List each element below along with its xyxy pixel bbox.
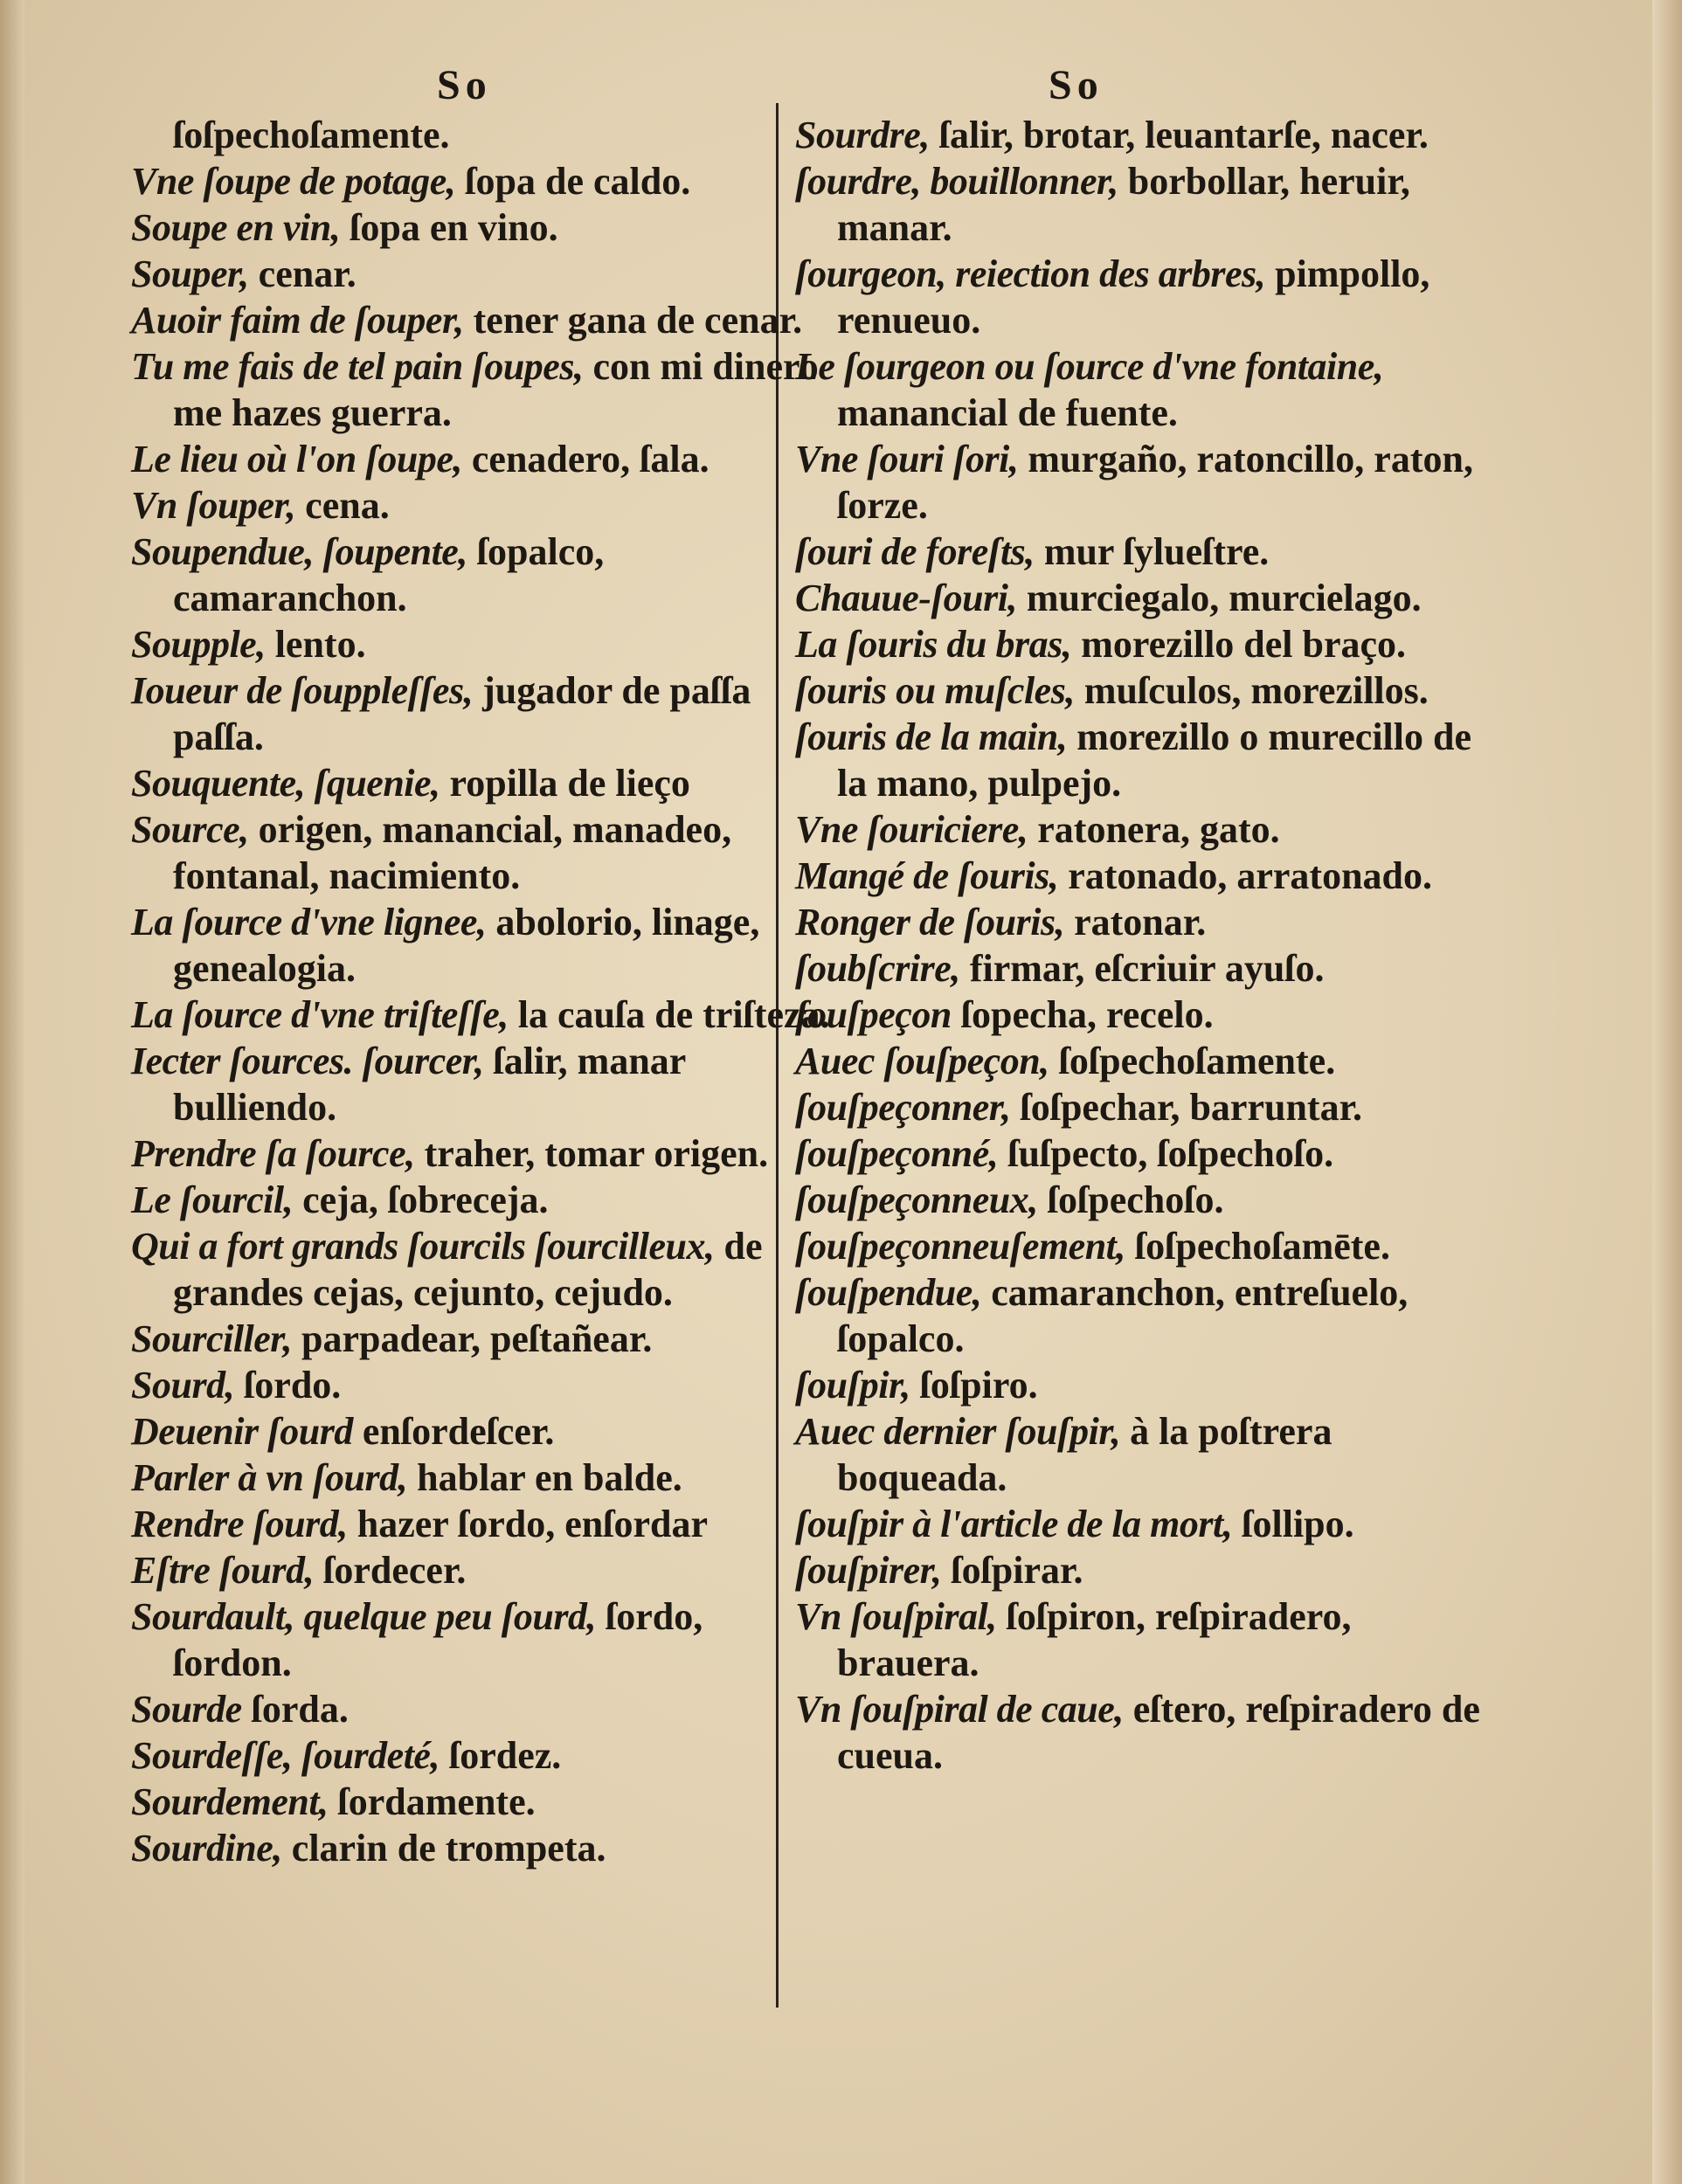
dictionary-entry: [795, 621, 1494, 667]
french-headword: Ronger de ſouris,: [795, 901, 1065, 943]
french-headword: Chauue-ſouri,: [795, 577, 1017, 619]
spanish-gloss: ratonado, arratonado.: [1058, 854, 1433, 897]
dictionary-entry: [131, 1177, 830, 1223]
french-headword: ſouſpirer,: [795, 1549, 942, 1592]
french-headword: ſouſpendue,: [795, 1271, 982, 1314]
spanish-gloss: ſopa de caldo.: [455, 160, 691, 203]
spanish-gloss: ſollipo.: [1232, 1503, 1354, 1545]
dictionary-entry: [131, 1362, 830, 1408]
dictionary-entry: [131, 806, 830, 899]
french-headword: Auoir faim de ſouper,: [131, 299, 464, 342]
dictionary-entry: [795, 992, 1494, 1038]
french-headword: Sourde: [131, 1688, 242, 1731]
spanish-gloss: clarin de trompeta.: [281, 1827, 606, 1870]
dictionary-entry: [795, 1501, 1494, 1547]
spanish-gloss: de grandes cejas, cejunto, cejudo.: [173, 1225, 763, 1314]
french-headword: Sourdault, quelque peu ſourd,: [131, 1595, 596, 1638]
french-headword: ſouſpeçonné,: [795, 1132, 999, 1175]
french-headword: Le ſourcil,: [131, 1178, 294, 1221]
spanish-gloss: pimpollo, renueuo.: [837, 252, 1430, 342]
french-headword: Soupendue, ſoupente,: [131, 530, 467, 573]
spanish-gloss: ſoſpechoſamente.: [173, 114, 450, 156]
dictionary-entry: [131, 1825, 830, 1871]
french-headword: Mangé de ſouris,: [795, 854, 1059, 897]
dictionary-entry: [795, 1362, 1494, 1408]
french-headword: Tu me fais de tel pain ſoupes,: [131, 345, 584, 388]
french-headword: Auec dernier ſouſpir,: [795, 1410, 1121, 1453]
dictionary-entry: [131, 1779, 830, 1825]
spanish-gloss: parpadear, peſtañear.: [292, 1317, 653, 1360]
french-headword: ſourgeon, reiection des arbres,: [795, 252, 1266, 295]
french-headword: Deuenir ſourd: [131, 1410, 353, 1453]
dictionary-entry: [795, 667, 1494, 714]
spanish-gloss: con mi dinero me hazes guerra.: [173, 345, 819, 434]
dictionary-entry: [131, 1408, 830, 1455]
french-headword: Vn ſouper,: [131, 484, 296, 527]
spanish-gloss: cenadero, ſala.: [461, 438, 709, 480]
dictionary-entry: [131, 992, 830, 1038]
spanish-gloss: borbollar, heruir, manar.: [837, 160, 1410, 249]
dictionary-column-right: [795, 112, 1494, 1779]
french-headword: La ſource d'vne lignee,: [131, 901, 487, 943]
spanish-gloss: ſoſpiron, reſpiradero, brauera.: [837, 1595, 1352, 1684]
dictionary-entry: [795, 575, 1494, 621]
french-headword: ſouſpeçonneux,: [795, 1178, 1038, 1221]
dictionary-entry: [131, 1316, 830, 1362]
french-headword: Souquente, ſquenie,: [131, 762, 440, 805]
spanish-gloss: hazer ſordo, enſordar: [347, 1503, 708, 1545]
dictionary-entry: [131, 621, 830, 667]
spanish-gloss: ſopalco, camaranchon.: [173, 530, 605, 619]
spanish-gloss: manancial de fuente.: [837, 391, 1178, 434]
dictionary-entry: [131, 158, 830, 204]
spanish-gloss: traher, tomar origen.: [414, 1132, 769, 1175]
french-headword: ſouſpir à l'article de la mort,: [795, 1503, 1233, 1545]
french-headword: Vn ſouſpiral de caue,: [795, 1688, 1124, 1731]
french-headword: Vne ſoupe de potage,: [131, 160, 456, 203]
running-header-right: So: [1049, 62, 1104, 108]
french-headword: Qui a fort grands ſourcils ſourcilleux,: [131, 1225, 715, 1268]
french-headword: Prendre ſa ſource,: [131, 1132, 415, 1175]
dictionary-entry: [795, 1686, 1494, 1779]
dictionary-entry: [795, 853, 1494, 899]
spanish-gloss: eſtero, reſpiradero de cueua.: [837, 1688, 1480, 1777]
spanish-gloss: mur ſylueſtre.: [1034, 530, 1270, 573]
dictionary-entry: [795, 806, 1494, 853]
french-headword: ſouſpeçonneuſement,: [795, 1225, 1125, 1268]
french-headword: Sourd,: [131, 1364, 235, 1406]
french-headword: Le lieu où l'on ſoupe,: [131, 438, 462, 480]
spanish-gloss: ſopa en vino.: [340, 206, 558, 249]
french-headword: ſouſpeçonner,: [795, 1086, 1011, 1129]
dictionary-entry: [131, 529, 830, 621]
french-headword: Ioueur de ſouppleſſes,: [131, 669, 474, 712]
running-header-left: So: [437, 62, 492, 108]
page-edge-left: [0, 0, 24, 2184]
dictionary-entry: [131, 1547, 830, 1593]
spanish-gloss: à la poſtrera boqueada.: [837, 1410, 1332, 1499]
dictionary-entry: [795, 343, 1494, 436]
french-headword: Sourciller,: [131, 1317, 292, 1360]
spanish-gloss: ratonar.: [1064, 901, 1207, 943]
spanish-gloss: lento.: [265, 623, 366, 666]
spanish-gloss: ſoſpiro.: [910, 1364, 1038, 1406]
dictionary-column-left: [131, 112, 830, 1871]
dictionary-entry: [795, 945, 1494, 992]
spanish-gloss: ſordez.: [439, 1734, 562, 1777]
spanish-gloss: ſordamente.: [328, 1780, 536, 1823]
page-edge-right: [1652, 0, 1682, 2184]
spanish-gloss: ſalir, brotar, leuantarſe, nacer.: [929, 114, 1429, 156]
dictionary-entry: [131, 1501, 830, 1547]
spanish-gloss: ſopecha, recelo.: [951, 993, 1214, 1036]
french-headword: Iecter ſources. ſourcer,: [131, 1040, 484, 1082]
spanish-gloss: origen, manancial, manadeo, fontanal, nacimiento.: [173, 808, 732, 897]
dictionary-entry: [795, 1269, 1494, 1362]
spanish-gloss: firmar, eſcriuir ayuſo.: [959, 947, 1325, 990]
dictionary-entry: [131, 1593, 830, 1686]
spanish-gloss: muſculos, morezillos.: [1074, 669, 1429, 712]
dictionary-entry: [131, 1038, 830, 1130]
spanish-gloss: ceja, ſobreceja.: [293, 1178, 549, 1221]
dictionary-entry: [131, 1455, 830, 1501]
french-headword: ſouris de la main,: [795, 715, 1068, 758]
spanish-gloss: morezillo o murecillo de la mano, pulpejo.: [837, 715, 1471, 805]
dictionary-entry: [131, 297, 830, 343]
dictionary-entry: [131, 343, 830, 436]
spanish-gloss: ſuſpecto, ſoſpechoſo.: [998, 1132, 1334, 1175]
dictionary-entry: [795, 1084, 1494, 1130]
french-headword: Souper,: [131, 252, 249, 295]
spanish-gloss: enſordeſcer.: [352, 1410, 555, 1453]
french-headword: Soupple,: [131, 623, 266, 666]
spanish-gloss: hablar en balde.: [407, 1456, 682, 1499]
spanish-gloss: ſoſpechoſamēte.: [1125, 1225, 1390, 1268]
french-headword: ſourdre, bouillonner,: [795, 160, 1118, 203]
french-headword: Sourdement,: [131, 1780, 329, 1823]
dictionary-entry: [795, 1130, 1494, 1177]
french-headword: Sourdre,: [795, 114, 930, 156]
spanish-gloss: tener gana de cenar.: [463, 299, 803, 342]
french-headword: Sourdeſſe, ſourdeté,: [131, 1734, 440, 1777]
french-headword: Vne ſouri ſori,: [795, 438, 1019, 480]
french-headword: ſouſpir,: [795, 1364, 910, 1406]
french-headword: Auec ſouſpeçon,: [795, 1040, 1049, 1082]
dictionary-entry: [795, 899, 1494, 945]
spanish-gloss: ſoſpechar, barruntar.: [1010, 1086, 1363, 1129]
spanish-gloss: ſoſpechoſo.: [1037, 1178, 1224, 1221]
spanish-gloss: camaranchon, entreſuelo, ſopalco.: [837, 1271, 1409, 1360]
spanish-gloss: ſordecer.: [314, 1549, 467, 1592]
spanish-gloss: murgaño, ratoncillo, raton, ſorze.: [837, 438, 1473, 527]
french-headword: Parler à vn ſourd,: [131, 1456, 408, 1499]
dictionary-entry: [795, 436, 1494, 529]
french-headword: Vn ſouſpiral,: [795, 1595, 997, 1638]
dictionary-entry: [131, 899, 830, 992]
dictionary-entry: [795, 1593, 1494, 1686]
french-headword: La ſource d'vne triſteſſe,: [131, 993, 509, 1036]
french-headword: ſouris ou muſcles,: [795, 669, 1075, 712]
dictionary-entry: [131, 251, 830, 297]
spanish-gloss: ſalir, manar bulliendo.: [173, 1040, 686, 1129]
dictionary-entry: [131, 1223, 830, 1316]
spanish-gloss: abolorio, linage, genealogia.: [173, 901, 760, 990]
spanish-gloss: jugador de paſſa paſſa.: [173, 669, 751, 758]
dictionary-entry: [795, 1223, 1494, 1269]
dictionary-entry: [131, 1686, 830, 1732]
spanish-gloss: murciegalo, murcielago.: [1016, 577, 1422, 619]
french-headword: ſouri de foreſts,: [795, 530, 1035, 573]
french-headword: Le ſourgeon ou ſource d'vne fontaine,: [795, 345, 1384, 388]
dictionary-entry: [131, 112, 830, 158]
dictionary-entry: [795, 1408, 1494, 1501]
dictionary-entry: [795, 714, 1494, 806]
dictionary-entry: [795, 251, 1494, 343]
french-headword: Eſtre ſourd,: [131, 1549, 315, 1592]
french-headword: Soupe en vin,: [131, 206, 341, 249]
spanish-gloss: ſordo, ſordon.: [173, 1595, 703, 1684]
dictionary-entry: [131, 1130, 830, 1177]
spanish-gloss: ratonera, gato.: [1028, 808, 1280, 851]
spanish-gloss: cenar.: [248, 252, 356, 295]
spanish-gloss: la cauſa de triſteza.: [508, 993, 830, 1036]
dictionary-entry: [795, 1177, 1494, 1223]
spanish-gloss: ſoſpirar.: [941, 1549, 1083, 1592]
spanish-gloss: morezillo del braço.: [1071, 623, 1407, 666]
french-headword: Source,: [131, 808, 249, 851]
spanish-gloss: ſoſpechoſamente.: [1049, 1040, 1336, 1082]
dictionary-entry: [131, 482, 830, 529]
french-headword: La ſouris du bras,: [795, 623, 1072, 666]
french-headword: Rendre ſourd,: [131, 1503, 348, 1545]
dictionary-entry: [131, 436, 830, 482]
dictionary-entry: [131, 204, 830, 251]
dictionary-entry: [795, 1547, 1494, 1593]
spanish-gloss: ſordo.: [234, 1364, 342, 1406]
dictionary-entry: [131, 1732, 830, 1779]
spanish-gloss: ſorda.: [241, 1688, 349, 1731]
spanish-gloss: ropilla de lieço: [440, 762, 690, 805]
dictionary-entry: [795, 158, 1494, 251]
french-headword: Sourdine,: [131, 1827, 282, 1870]
french-headword: Vne ſouriciere,: [795, 808, 1028, 851]
french-headword: ſoubſcrire,: [795, 947, 960, 990]
french-headword: ſouſpeçon: [795, 993, 952, 1036]
dictionary-entry: [131, 760, 830, 806]
dictionary-entry: [795, 112, 1494, 158]
dictionary-entry: [795, 529, 1494, 575]
dictionary-entry: [131, 667, 830, 760]
spanish-gloss: cena.: [295, 484, 390, 527]
dictionary-entry: [795, 1038, 1494, 1084]
